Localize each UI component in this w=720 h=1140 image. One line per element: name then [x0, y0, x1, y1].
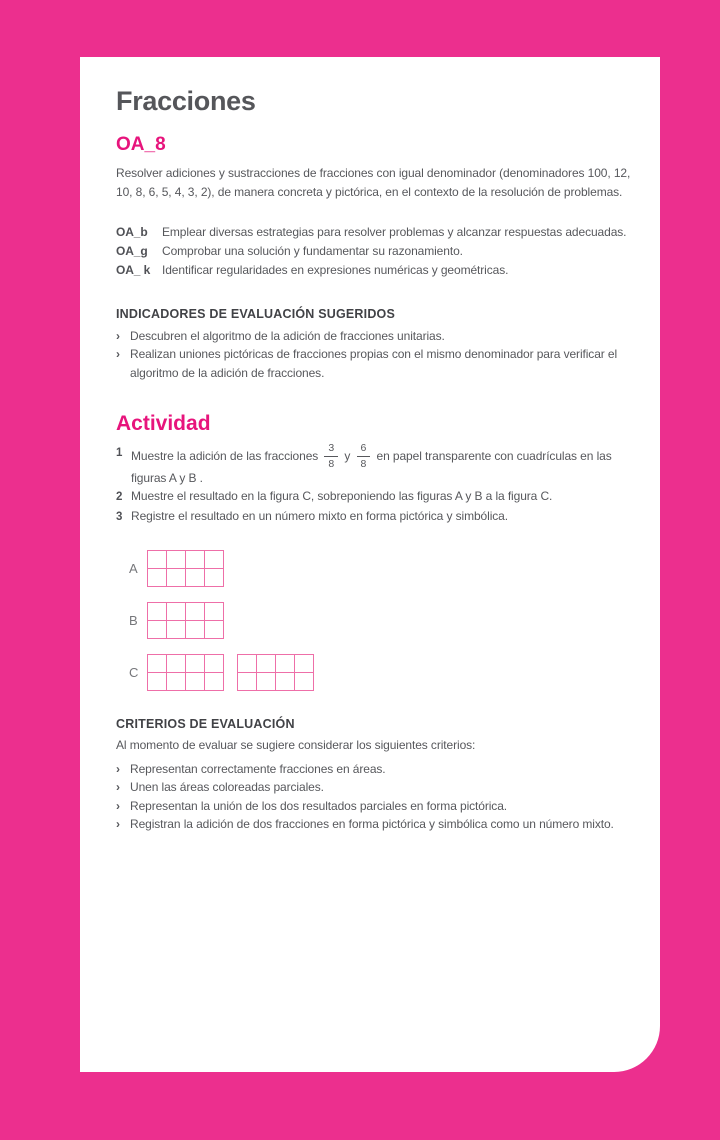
step-number: 3 [116, 510, 123, 523]
activity-step-1 [116, 442, 634, 487]
criteria-intro: Al momento de evaluar se sugiere considerar los siguientes criterios: [116, 737, 476, 752]
activity-step-3 [116, 507, 634, 527]
worksheet-page [80, 57, 660, 1072]
oa-objective-row [116, 242, 634, 261]
bullet-chevron-icon: › [116, 817, 120, 832]
figure-row-b [116, 602, 634, 639]
oa-code: OA_ k [116, 262, 151, 277]
step1-text-before: Muestre la adición de las fracciones [131, 449, 319, 464]
criteria-section [116, 716, 634, 833]
step-number: 2 [116, 491, 123, 504]
oa-code: OA_g [116, 243, 148, 258]
fraction-grid-figures [116, 550, 634, 691]
fraction-numerator: 3 [328, 442, 335, 455]
criteria-text: Representan la unión de los dos resultados parciales en forma pictórica. [130, 798, 508, 813]
oa8-heading: OA_8 [116, 133, 166, 155]
bullet-chevron-icon: › [116, 780, 120, 795]
figure-label: B [129, 613, 138, 629]
figure-row-a [116, 550, 634, 587]
fraction-grid-c1 [147, 654, 224, 691]
oa-objective-row [116, 223, 634, 242]
oa-text: Emplear diversas estrategias para resolver problemas y alcanzar respuestas adecuadas. [162, 224, 627, 239]
oa-text: Comprobar una solución y fundamentar su razonamiento. [162, 243, 463, 258]
step-text: Muestre el resultado en la figura C, sobreponiendo las figuras A y B a la figura C. [131, 489, 553, 504]
activity-step-2 [116, 487, 634, 507]
activity-heading: Actividad [116, 412, 211, 436]
bullet-chevron-icon: › [116, 798, 120, 813]
page-title: Fracciones [116, 86, 256, 116]
fraction-denominator: 8 [357, 456, 371, 470]
criteria-text: Representan correctamente fracciones en áreas. [130, 761, 386, 776]
criteria-text: Registran la adición de dos fracciones en forma pictórica y simbólica como un número mixto. [130, 817, 614, 832]
fraction-grid-b [147, 602, 224, 639]
fraction-three-eighths [324, 443, 338, 469]
indicator-item [116, 345, 634, 382]
bullet-chevron-icon: › [116, 328, 120, 343]
indicator-text: Realizan uniones pictóricas de fracciones propias con el mismo denominador para verificar el algoritmo de la adición de fracciones. [130, 347, 618, 380]
criteria-list [116, 760, 634, 834]
oa-text: Identificar regularidades en expresiones numéricas y geométricas. [162, 262, 509, 277]
figure-row-c [116, 654, 634, 691]
page-content [80, 57, 660, 834]
bullet-chevron-icon: › [116, 347, 120, 362]
indicators-list [116, 327, 634, 383]
oa-code: OA_b [116, 224, 148, 239]
step1-conjunction: y [344, 449, 351, 464]
fraction-grid-c2 [237, 654, 314, 691]
step1-text-after: en papel transparente con cuadrículas en las figuras A y B . [131, 449, 612, 486]
criteria-item [116, 797, 634, 816]
criteria-text: Unen las áreas coloreadas parciales. [130, 780, 324, 795]
step-text [131, 444, 634, 487]
indicators-heading: INDICADORES DE EVALUACIÓN SUGERIDOS [116, 306, 396, 321]
criteria-heading: CRITERIOS DE EVALUACIÓN [116, 717, 295, 732]
fraction-grid-a [147, 550, 224, 587]
criteria-item [116, 760, 634, 779]
indicator-item [116, 327, 634, 346]
oa8-description: Resolver adiciones y sustracciones de fracciones con igual denominador (denominadores 100, 12, 10, 8, 6, 5, 4, 3, 2), de manera concreta y pictórica, en el contexto de la resolución de problemas. [116, 165, 631, 199]
bullet-chevron-icon: › [116, 761, 120, 776]
indicator-text: Descubren el algoritmo de la adición de fracciones unitarias. [130, 328, 445, 343]
figure-label: C [129, 665, 139, 681]
oa-objective-row [116, 261, 634, 280]
criteria-item [116, 815, 634, 834]
criteria-item [116, 778, 634, 797]
fraction-denominator: 8 [324, 456, 338, 470]
activity-steps [116, 442, 634, 526]
oa-objectives-list [116, 223, 634, 280]
step-text: Registre el resultado en un número mixto en forma pictórica y simbólica. [131, 508, 508, 523]
fraction-numerator: 6 [360, 442, 367, 455]
figure-label: A [129, 561, 138, 577]
step-number: 1 [116, 447, 123, 460]
fraction-six-eighths [357, 443, 371, 469]
